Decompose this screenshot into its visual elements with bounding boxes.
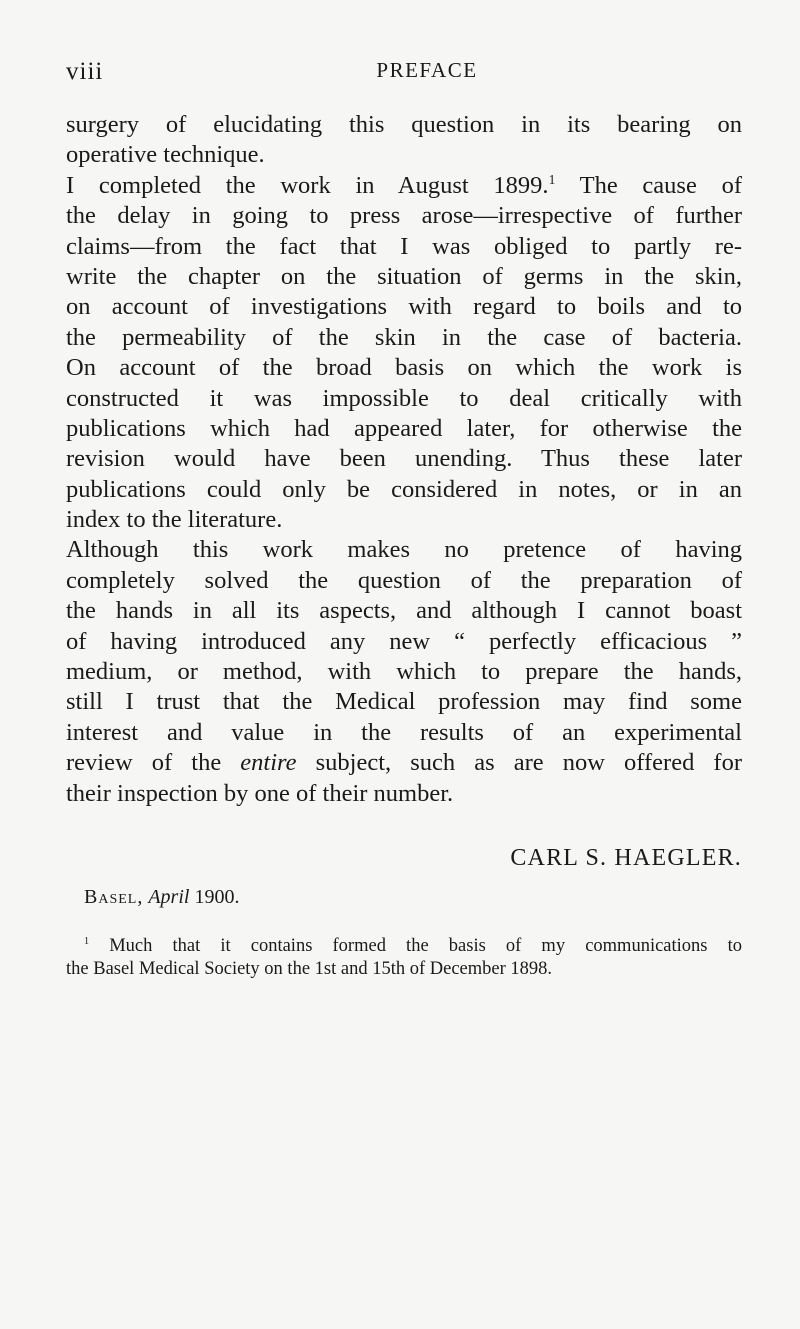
text-line: of having introduced any new “ perfectly efficacious ” — [66, 627, 742, 655]
page-number: viii — [66, 58, 104, 85]
text-line: constructed it was impossible to deal critically with — [66, 384, 742, 412]
text-line — [66, 748, 742, 778]
author-signature: CARL S. HAEGLER. — [510, 845, 742, 871]
text-line: still I trust that the Medical profession may find some — [66, 688, 742, 716]
emphasis: entire — [240, 749, 297, 777]
place-date — [84, 886, 239, 909]
footnote-line: the Basel Medical Society on the 1st and 15th of December 1898. — [66, 959, 553, 979]
text-segment: The cause of — [555, 171, 742, 199]
text-line: claims—from the fact that I was obliged to partly re- — [66, 232, 742, 260]
text-line: write the chapter on the situation of germs in the skin, — [66, 262, 742, 290]
text-line: their inspection by one of their number. — [66, 779, 454, 807]
footnote-mark: 1 — [84, 935, 90, 947]
text-segment: review of the — [66, 749, 241, 777]
preface-body — [66, 110, 742, 809]
text-line: revision would have been unending. Thus these later — [66, 445, 742, 473]
text-line: publications which had appeared later, for otherwise the — [66, 414, 742, 442]
text-line: the delay in going to press arose—irrespective of further — [66, 202, 742, 230]
text-line: interest and value in the results of an experimental — [66, 718, 742, 746]
text-line: index to the literature. — [66, 506, 283, 534]
text-line: completely solved the question of the preparation of — [66, 566, 742, 594]
text-line: surgery of elucidating this question in its bearing on — [66, 111, 742, 138]
text-line: Although this work makes no pretence of having — [66, 536, 742, 564]
place-name: Basel, — [84, 886, 144, 908]
text-line — [66, 171, 742, 201]
text-segment: subject, such as are now offered for — [296, 749, 743, 777]
text-segment: I completed the work in August 1899. — [66, 171, 549, 199]
text-line: On account of the broad basis on which the work is — [66, 354, 742, 382]
text-line: operative technique. — [66, 141, 265, 169]
footnote-reference: 1 — [548, 171, 556, 187]
text-line: the permeability of the skin in the case of bacteria. — [66, 323, 742, 351]
text-line: publications could only be considered in notes, or in an — [66, 475, 742, 503]
text-line: on account of investigations with regard to boils and to — [66, 293, 742, 321]
footnote-text: Much that it contains formed the basis of my communications to — [109, 936, 742, 956]
running-head: PREFACE — [376, 58, 478, 82]
date-year: 1900. — [194, 886, 240, 908]
footnote-line — [66, 935, 742, 958]
footnote — [66, 935, 742, 981]
date-month: April — [148, 886, 190, 908]
text-line: the hands in all its aspects, and although I cannot boast — [66, 597, 742, 625]
text-line: medium, or method, with which to prepare the hands, — [66, 658, 742, 686]
page-header — [66, 58, 748, 88]
